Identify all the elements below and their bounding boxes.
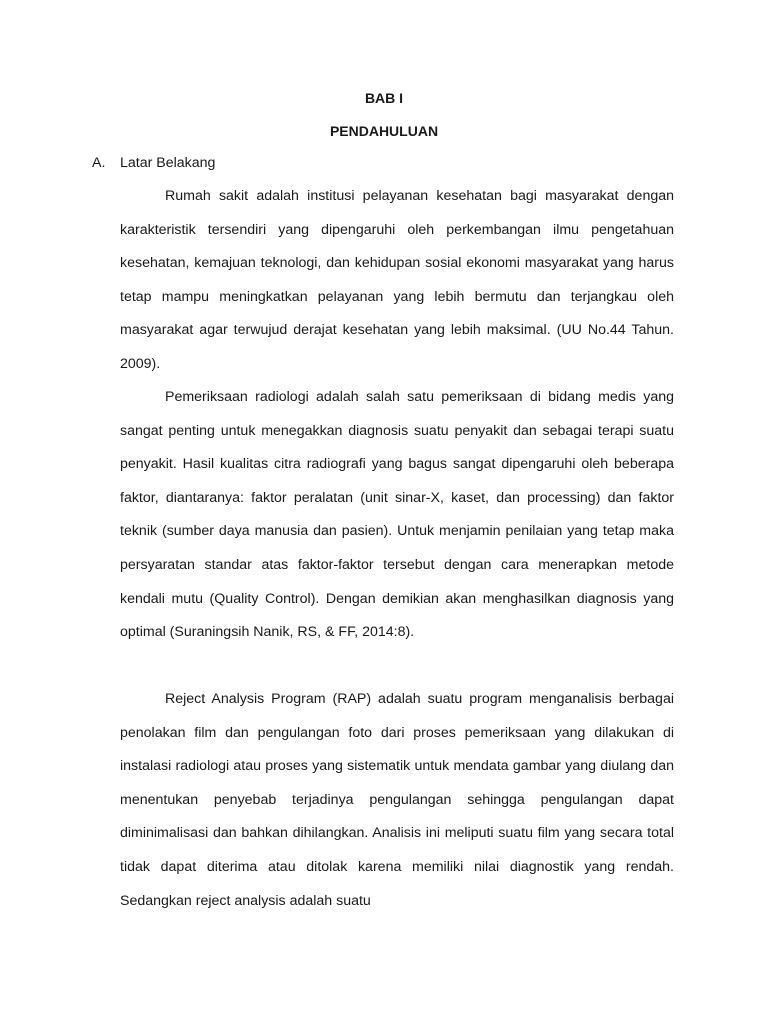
paragraph-3: Reject Analysis Program (RAP) adalah suatu program menganalisis berbagai penolakan film dan pengulangan foto dari proses pemeriksaan yang dilakukan di instalasi radiologi atau proses yang sistematik untuk mendata gambar yang diulang dan menentukan penyebab terjadinya pengulangan sehingga pengulangan dapat diminimalisasi dan bahkan dihilangkan. Analisis ini meliputi suatu film yang secara total tidak dapat diterima atau ditolak karena memiliki nilai diagnostik yang rendah. Sedangkan reject analysis adalah suatu [120,691,674,909]
paragraph-2: Pemeriksaan radiologi adalah salah satu pemeriksaan di bidang medis yang sangat penting untuk menegakkan diagnosis suatu penyakit dan sebagai terapi suatu penyakit. Hasil kualitas citra radiografi yang bagus sangat dipengaruhi oleh beberapa faktor, diantaranya: faktor peralatan (unit sinar-X, kaset, dan processing) dan faktor teknik (sumber daya manusia dan pasien). Untuk menjamin penilaian yang tetap maka persyaratan standar atas faktor-faktor tersebut dengan cara menerapkan metode kendali mutu (Quality Control). Dengan demikian akan menghasilkan diagnosis yang optimal (Suraningsih Nanik, RS, & FF, 2014:8). [120,389,674,641]
paragraph-1: Rumah sakit adalah institusi pelayanan kesehatan bagi masyarakat dengan karakteristik tersendiri yang dipengaruhi oleh perkembangan ilmu pengetahuan kesehatan, kemajuan teknologi, dan kehidupan sosial ekonomi masyarakat yang harus tetap mampu meningkatkan pelayanan yang lebih bermutu dan terjangkau oleh masyarakat agar terwujud derajat kesehatan yang lebih maksimal. (UU No.44 Tahun. 2009). [120,188,674,372]
chapter-number: BAB I [364,90,404,106]
section-heading [92,154,215,172]
section-title: Latar Belakang [120,155,216,171]
section-letter: A. [92,155,106,171]
chapter-title: PENDAHULUAN [329,123,439,139]
